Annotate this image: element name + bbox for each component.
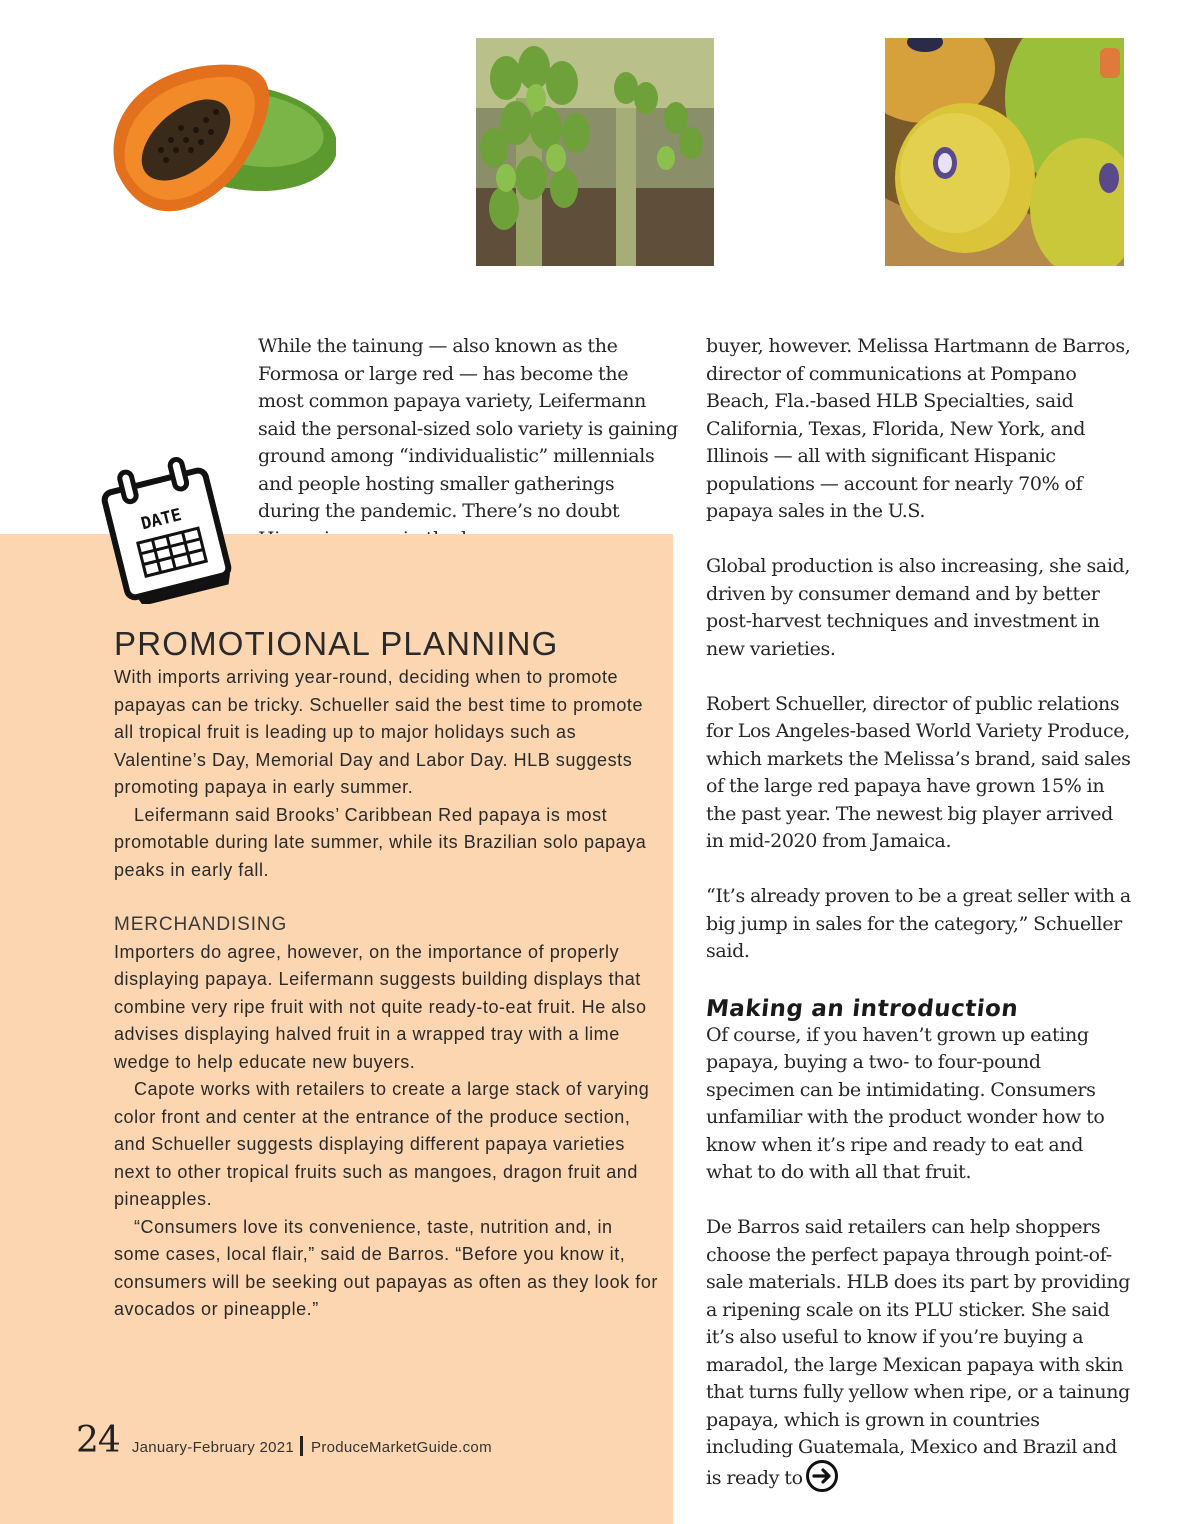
intro-paragraph: While the tainung — also known as the Formosa or large red — has become the most common papaya variety, Leifermann said the personal-sized solo variety is gaining ground among “individualistic” millennials and people hosting smaller gatherings during the pandemic. There’s no doubt <box>258 335 678 522</box>
intro-column <box>258 333 678 553</box>
promotional-planning-box <box>114 624 662 1324</box>
merch-paragraph: Importers do agree, however, on the importance of properly displaying papaya. Leifermann suggests building displays that combine very ripe fruit with not quite ready-to-eat fruit. He also advises displaying halved fruit in a wrapped tray with a lime wedge to help educate new buyers. <box>114 941 647 1072</box>
body-paragraph: “It’s already proven to be a great seller with a big jump in sales for the category,” Schueller said. <box>706 885 1131 962</box>
body-paragraph: Global production is also increasing, she said, driven by consumer demand and by better post-harvest techniques and investment in new varieties. <box>706 555 1131 660</box>
calendar-icon <box>96 452 236 604</box>
halved-papaya-photo <box>96 50 336 240</box>
right-column <box>706 333 1131 1496</box>
merch-paragraph: Capote works with retailers to create a large stack of varying color front and center at the entrance of the produce section, and Schueller suggests displaying different papaya varieties next to other tropical fruits such as mangoes, dragon fruit and pineapples. <box>114 1079 650 1209</box>
merchandising-subhead: MERCHANDISING <box>114 914 288 935</box>
body-paragraph-text: De Barros said retailers can help shoppers choose the perfect papaya through point-of-sale materials. HLB does its part by providing a ripening scale on its PLU sticker. She said it’s also useful to know if you’re buying a maradol, the large Mexican papaya with skin that turns fully yellow when ripe, or a tainung papaya, which is grown in countries including Guatemala, Mexico and Brazil and is ready to <box>706 1216 1131 1489</box>
promo-paragraph: With imports arriving year-round, deciding when to promote papayas can be tricky. Schueller said the best time to promote all tropical fruit is leading up to major holidays such as Valentine’s Day, Memorial Day and Labor Day. HLB suggests promoting papaya in early summer. <box>114 667 644 797</box>
promo-body <box>114 664 662 1324</box>
merch-paragraph: “Consumers love its convenience, taste, nutrition and, in some cases, local flair,” said de Barros. “Before you know it, consumers will be seeking out papayas as often as they look for avocados or pineapple.” <box>114 1216 658 1319</box>
promo-title: PROMOTIONAL PLANNING <box>114 625 559 662</box>
stickered-papayas-photo <box>885 38 1124 266</box>
calendar-label: DATE <box>139 505 184 535</box>
section-heading: Making an introduction <box>704 995 1020 1022</box>
site-link[interactable]: ProduceMarketGuide.com <box>311 1439 492 1456</box>
body-paragraph: buyer, however. Melissa Hartmann de Barros, director of communications at Pompano Beach, Fla.-based HLB Specialties, said California, Texas, Florida, New York, and Illinois — all with significant Hispanic populations — account for nearly 70% of papaya sales in the U.S. <box>706 335 1131 522</box>
footer-divider <box>300 1436 303 1456</box>
arrow-right-circle-icon[interactable] <box>805 1459 839 1493</box>
body-paragraph: Robert Schueller, director of public relations for Los Angeles-based World Variety Produce, which markets the Melissa’s brand, said sales of the large red papaya have grown 15% in the past year. The newest big player arrived in mid-2020 from Jamaica. <box>706 692 1131 852</box>
promo-paragraph: Leifermann said Brooks’ Caribbean Red papaya is most promotable during late summer, while its Brazilian solo papaya peaks in early fall. <box>114 804 647 880</box>
body-paragraph: Of course, if you haven’t grown up eating papaya, buying a two- to four-pound specimen can be intimidating. Consumers unfamiliar with the product wonder how to know when it’s ripe and ready to eat and what to do with all that fruit. <box>706 1023 1105 1183</box>
body-paragraph <box>706 1214 1131 1496</box>
page-footer <box>76 1420 492 1461</box>
page-number: 24 <box>76 1420 120 1461</box>
issue-date: January-February 2021 <box>131 1439 295 1456</box>
papaya-tree-photo <box>476 38 714 266</box>
